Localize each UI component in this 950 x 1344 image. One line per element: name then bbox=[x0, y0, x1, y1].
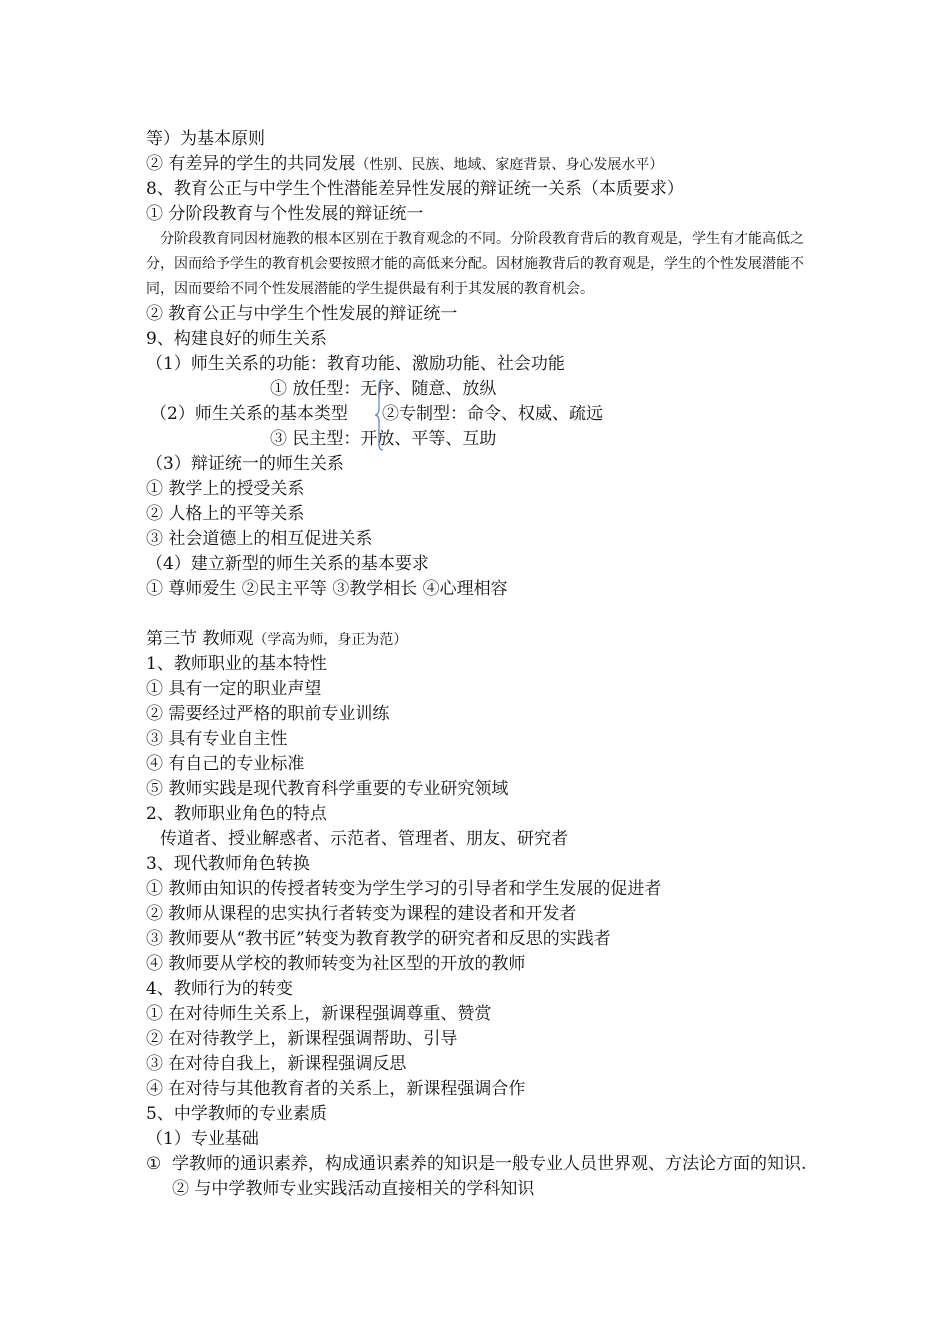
line-note: （性别、民族、地域、家庭背景、身心发展水平） bbox=[355, 157, 664, 173]
section-title-main: 第三节 教师观 bbox=[146, 629, 254, 649]
text-line: （4）建立新型的师生关系的基本要求 bbox=[146, 554, 429, 574]
text-line: （1）师生关系的功能：教育功能、激励功能、社会功能 bbox=[146, 354, 565, 374]
section-heading: 4、教师行为的转变 bbox=[146, 979, 293, 999]
text-line: ② 教育公正与中学生个性发展的辩证统一 bbox=[146, 304, 458, 324]
blank-line bbox=[146, 602, 816, 627]
text-line: ① 具有一定的职业声望 bbox=[146, 679, 322, 699]
list-item-number: ① bbox=[146, 1154, 162, 1174]
section-heading: 1、教师职业的基本特性 bbox=[146, 654, 327, 674]
text-line: ④ 教师要从学校的教师转变为社区型的开放的教师 bbox=[146, 954, 526, 974]
section-title-note: （学高为师，身正为范） bbox=[253, 632, 408, 648]
text-line: ② 教师从课程的忠实执行者转变为课程的建设者和开发者 bbox=[146, 904, 577, 924]
section-heading: 2、教师职业角色的特点 bbox=[146, 804, 327, 824]
text-line: ① 教师由知识的传授者转变为学生学习的引导者和学生发展的促进者 bbox=[146, 879, 662, 899]
text-line: ④ 有自己的专业标准 bbox=[146, 754, 305, 774]
text-line: ① 分阶段教育与个性发展的辩证统一 bbox=[146, 204, 424, 224]
text-line: ② 需要经过严格的职前专业训练 bbox=[146, 704, 390, 724]
text-line: 等）为基本原则 bbox=[146, 129, 265, 149]
list-item bbox=[146, 1152, 816, 1202]
list-item-text: 学教师的通识素养，构成通识素养的知识是一般专业人员世界观、方法论方面的知识. ② 与中学教师专业实践活动直接相关的学科知识 bbox=[172, 1154, 807, 1199]
text-line: （1）专业基础 bbox=[146, 1129, 259, 1149]
section-heading: 8、教育公正与中学生个性潜能差异性发展的辩证统一关系（本质要求） bbox=[146, 179, 684, 199]
section-heading: 9、构建良好的师生关系 bbox=[146, 329, 327, 349]
type-democratic: ③ 民主型：开放、平等、互助 bbox=[270, 429, 497, 449]
type-laissez-faire: ① 放任型：无序、随意、放纵 bbox=[270, 379, 497, 399]
paragraph: 分阶段教育同因材施教的根本区别在于教育观念的不同。分阶段教育背后的教育观是，学生有才能高低之分，因而给予学生的教育机会要按照才能的高低来分配。因材施教背后的教育观是，学生的个性发展潜能不同，因而要给不同个性发展潜能的学生提供最有利于其发展的教育机会。 bbox=[146, 231, 804, 297]
text-line: ② 人格上的平等关系 bbox=[146, 504, 305, 524]
section-heading: 3、现代教师角色转换 bbox=[146, 854, 310, 874]
text-line: ③ 社会道德上的相互促进关系 bbox=[146, 529, 373, 549]
text-line: ③ 在对待自我上，新课程强调反思 bbox=[146, 1054, 407, 1074]
text-line: ③ 具有专业自主性 bbox=[146, 729, 288, 749]
text-line: ⑤ 教师实践是现代教育科学重要的专业研究领域 bbox=[146, 779, 509, 799]
line-main: ② 有差异的学生的共同发展 bbox=[146, 154, 356, 174]
relationship-types-group bbox=[146, 377, 816, 452]
text-line: 传道者、授业解惑者、示范者、管理者、朋友、研究者 bbox=[160, 829, 568, 849]
section-heading: 5、中学教师的专业素质 bbox=[146, 1104, 327, 1124]
text-line: ① 教学上的授受关系 bbox=[146, 479, 305, 499]
type-authoritarian: ②专制型：命令、权威、疏远 bbox=[382, 404, 603, 424]
types-label: （2）师生关系的基本类型 bbox=[150, 404, 348, 424]
text-line: ① 尊师爱生 ②民主平等 ③教学相长 ④心理相容 bbox=[146, 579, 508, 599]
text-line: ③ 教师要从“教书匠”转变为教育教学的研究者和反思的实践者 bbox=[146, 929, 611, 949]
text-line: ② 在对待教学上，新课程强调帮助、引导 bbox=[146, 1029, 458, 1049]
text-line: ④ 在对待与其他教育者的关系上，新课程强调合作 bbox=[146, 1079, 526, 1099]
text-line: （3）辩证统一的师生关系 bbox=[146, 454, 344, 474]
brace-icon bbox=[374, 379, 384, 451]
document-body bbox=[146, 127, 816, 1202]
section-title bbox=[146, 627, 816, 652]
text-line: ① 在对待师生关系上，新课程强调尊重、赞赏 bbox=[146, 1004, 492, 1024]
text-line bbox=[146, 152, 816, 177]
